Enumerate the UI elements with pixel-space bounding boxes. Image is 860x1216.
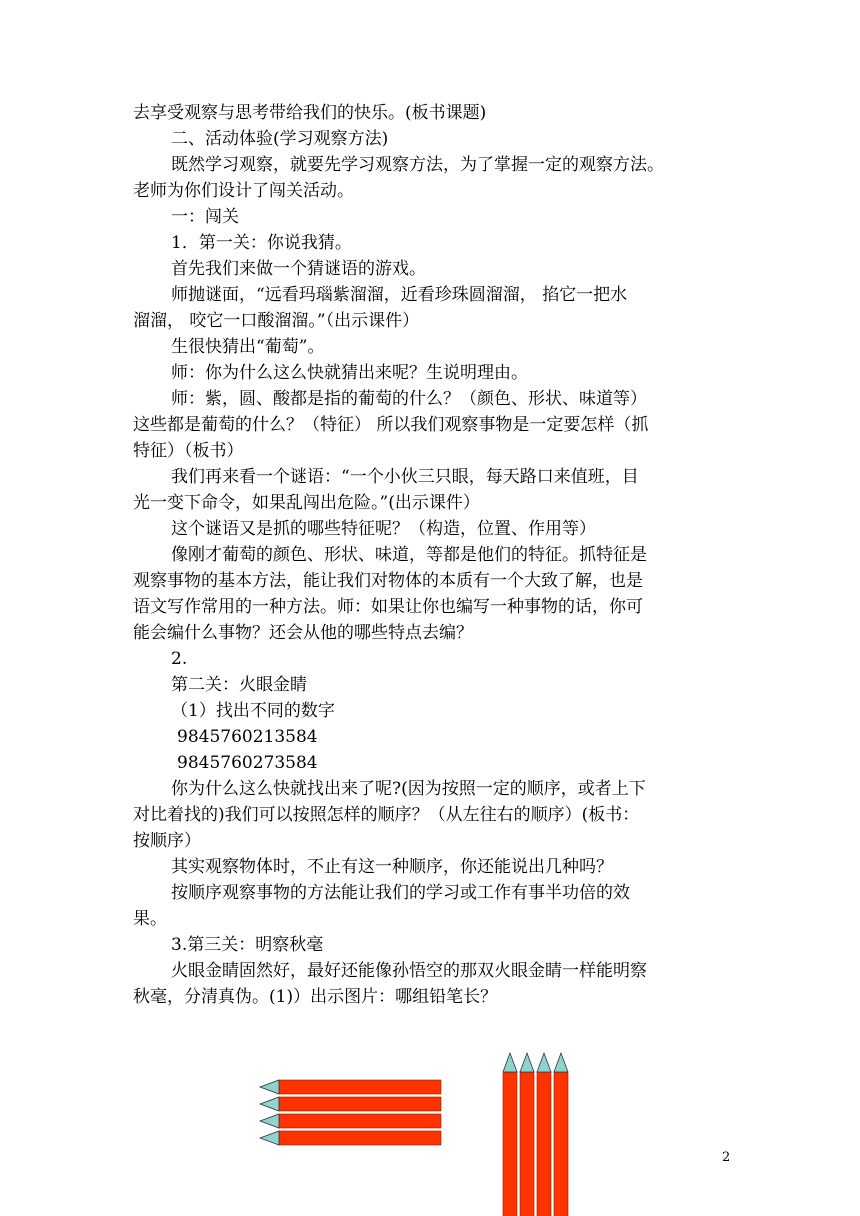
text-line: 能会编什么事物？还会从他的哪些特点去编？	[133, 623, 473, 643]
horizontal-pencil	[260, 1097, 441, 1111]
pencil-body	[503, 1072, 517, 1216]
vertical-pencil	[554, 1053, 568, 1216]
pencil-body	[279, 1114, 441, 1128]
text-line: （1）找出不同的数字	[171, 701, 335, 721]
text-line: 按顺序）	[133, 831, 201, 851]
text-line: 老师为你们设计了闯关活动。	[133, 181, 354, 201]
text-line: 像刚才葡萄的颜色、形状、味道，等都是他们的特征。抓特征是	[171, 545, 647, 565]
horizontal-pencil	[260, 1080, 441, 1094]
text-line: 这些都是葡萄的什么？（特征） 所以我们观察事物是一定要怎样（抓	[133, 415, 649, 435]
text-line: 观察事物的基本方法，能让我们对物体的本质有一个大致了解，也是	[133, 571, 643, 591]
pencil-body	[520, 1072, 534, 1216]
text-line: 师：紫，圆、酸都是指的葡萄的什么？（颜色、形状、味道等）	[171, 389, 647, 409]
text-line: 语文写作常用的一种方法。师：如果让你也编写一种事物的话，你可	[133, 597, 643, 617]
pencil-tip	[260, 1080, 279, 1094]
pencil-tip	[520, 1053, 534, 1072]
text-line: 生很快猜出“葡萄”。	[171, 337, 325, 357]
text-line: 特征）（板书）	[133, 441, 244, 461]
text-line: 去享受观察与思考带给我们的快乐。(板书课题)	[133, 103, 487, 123]
text-line: 光一变下命令，如果乱闯出危险。”(出示课件）	[133, 493, 480, 513]
vertical-pencil	[503, 1053, 517, 1216]
horizontal-pencil	[260, 1114, 441, 1128]
text-line: 师抛谜面，“远看玛瑙紫溜溜，近看珍珠圆溜溜， 掐它一把水	[171, 285, 628, 305]
pencil-tip	[260, 1131, 279, 1145]
text-line: 果。	[133, 909, 167, 929]
pencil-body	[279, 1080, 441, 1094]
pencil-tip	[503, 1053, 517, 1072]
page-number: 2	[722, 1150, 731, 1165]
level-heading: 1．第一关：你说我猜。	[171, 233, 352, 253]
section-heading: 二、活动体验(学习观察方法)	[171, 129, 389, 149]
vertical-pencil	[520, 1053, 534, 1216]
text-line: 首先我们来做一个猜谜语的游戏。	[171, 259, 426, 279]
horizontal-pencil	[260, 1131, 441, 1145]
level-heading: 3.第三关：明察秋毫	[171, 935, 324, 955]
text-line: 对比着找的)我们可以按照怎样的顺序？（从左往右的顺序）(板书：	[133, 805, 640, 825]
text-line: 这个谜语又是抓的哪些特征呢？（构造，位置、作用等）	[171, 519, 596, 539]
pencil-tip	[537, 1053, 551, 1072]
pencil-tip	[554, 1053, 568, 1072]
subheading: 一：闯关	[171, 207, 239, 227]
vertical-pencil	[537, 1053, 551, 1216]
pencil-body	[537, 1072, 551, 1216]
pencil-body	[554, 1072, 568, 1216]
horizontal-pencil-group	[260, 1080, 441, 1145]
level-number: 2.	[171, 649, 188, 669]
pencil-body	[279, 1131, 441, 1145]
text-line: 既然学习观察，就要先学习观察方法，为了掌握一定的观察方法。	[171, 155, 664, 175]
text-line: 其实观察物体时，不止有这一种顺序，你还能说出几种吗？	[171, 857, 613, 877]
text-line: 师：你为什么这么快就猜出来呢？生说明理由。	[171, 363, 528, 383]
pencil-tip	[260, 1114, 279, 1128]
text-line: 秋毫，分清真伪。(1)）出示图片：哪组铅笔长？	[133, 987, 498, 1007]
number-sequence: 9845760213584	[177, 727, 318, 747]
text-line: 火眼金睛固然好，最好还能像孙悟空的那双火眼金睛一样能明察	[171, 961, 647, 981]
pencil-body	[279, 1097, 441, 1111]
pencil-tip	[260, 1097, 279, 1111]
vertical-pencil-group	[503, 1053, 568, 1216]
number-sequence: 9845760273584	[177, 753, 318, 773]
text-line: 按顺序观察事物的方法能让我们的学习或工作有事半功倍的效	[171, 883, 630, 903]
text-line: 你为什么这么快就找出来了呢?(因为按照一定的顺序，或者上下	[171, 779, 646, 799]
text-line: 溜溜， 咬它一口酸溜溜。”（出示课件）	[133, 311, 420, 331]
level-heading: 第二关：火眼金睛	[171, 675, 307, 695]
text-line: 我们再来看一个谜语：“一个小伙三只眼，每天路口来值班，目	[171, 467, 639, 487]
